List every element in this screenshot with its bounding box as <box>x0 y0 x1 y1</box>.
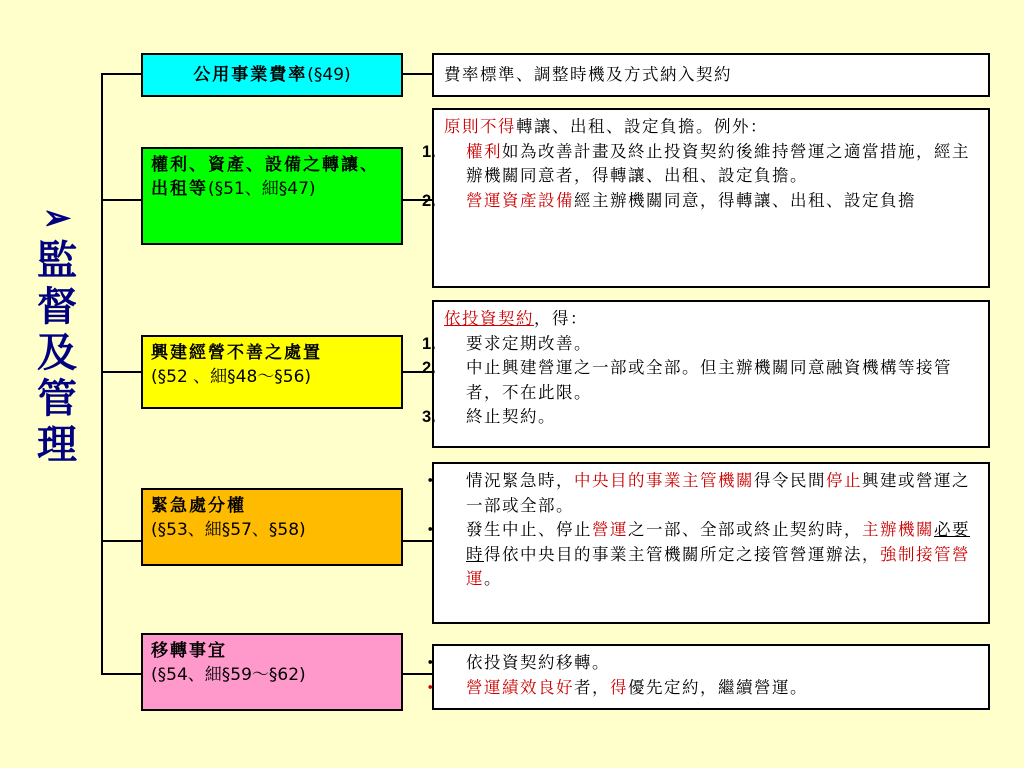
topic-label: 公用事業費率 <box>193 65 308 85</box>
topic-ref: (§51、細§47) <box>208 179 316 199</box>
item-number: 2. <box>422 359 436 377</box>
highlight-text: 營運資產設備 <box>466 190 574 210</box>
title-char: 管 <box>37 375 77 422</box>
topic-label: 興建經營不善之處置 <box>151 343 322 363</box>
topic-ref: (§52 、細§48～§56) <box>151 367 312 387</box>
highlight-text: 原則不得 <box>444 117 516 136</box>
topic-box-tariff <box>141 53 403 97</box>
detail-text: 得令民間 <box>754 471 826 490</box>
topic-box-transfer-lease <box>141 147 403 245</box>
item-number: 2. <box>422 191 436 210</box>
underlined-text: 必要時 <box>466 520 970 564</box>
topic-label: 緊急處分權 <box>151 496 246 516</box>
detail-text: 費率標準、調整時機及方式納入契約 <box>444 65 732 84</box>
topic-ref: (§53、細§57、§58) <box>151 520 306 540</box>
detail-text: 。 <box>484 569 502 588</box>
detail-text: 之一部、全部或終止契約時， <box>628 520 862 539</box>
detail-text: 如為改善計畫及終止投資契約後維持營運之適當措施，經主辦機關同意者，得轉讓、出租、設定負擔。 <box>466 141 970 185</box>
detail-box-tariff <box>432 53 990 97</box>
section-title <box>32 198 82 468</box>
detail-text: 中止興建營運之一部或全部。但主辦機關同意融資機構等接管者，不在此限。 <box>466 358 952 402</box>
topic-box-poor-operation <box>141 335 403 409</box>
detail-text: 經主辦機關同意，得轉讓、出租、設定負擔 <box>574 190 916 210</box>
item-number: 1. <box>422 334 436 353</box>
title-char: 及 <box>37 329 77 376</box>
detail-text: 情況緊急時， <box>466 471 574 490</box>
detail-box-poor-operation <box>422 300 990 448</box>
branch-line <box>101 540 141 542</box>
topic-label: 權利、資產、設備之轉讓、出租等 <box>151 155 379 199</box>
highlight-text: 主辦機關 <box>862 520 934 539</box>
highlight-text: 強制接管營運 <box>466 544 970 588</box>
highlight-text: 中央目的事業主管機關 <box>574 471 754 490</box>
highlight-text: 依投資契約 <box>444 309 534 328</box>
title-char: 理 <box>37 421 77 468</box>
detail-text: 得依中央目的事業主管機關所定之接管營運辦法， <box>484 544 880 564</box>
detail-text: 者， <box>574 677 610 697</box>
topic-ref: (§54、細§59～§62) <box>151 665 306 685</box>
highlight-text: 得 <box>610 677 628 697</box>
detail-box-transfer-lease <box>422 108 990 288</box>
detail-text: ，得： <box>534 309 588 328</box>
detail-text: 優先定約，繼續營運。 <box>628 677 808 697</box>
topic-label: 移轉事宜 <box>151 641 227 661</box>
topic-box-transfer <box>141 633 403 711</box>
detail-text: 轉讓、出租、設定負擔。例外： <box>516 117 768 136</box>
item-number: 1. <box>422 142 436 161</box>
branch-line <box>101 73 141 75</box>
highlight-text: 停止 <box>826 471 862 490</box>
topic-box-emergency <box>141 488 403 566</box>
detail-text: 要求定期改善。 <box>466 333 592 353</box>
detail-text: 發生中止、停止 <box>466 520 592 539</box>
detail-text: 依投資契約移轉。 <box>466 653 610 672</box>
arrow-bullet-icon: ➢ <box>42 198 72 238</box>
highlight-text: 營運 <box>592 520 628 539</box>
detail-box-transfer <box>422 644 990 710</box>
detail-box-emergency <box>422 462 990 624</box>
detail-text: 終止契約。 <box>466 407 556 426</box>
highlight-text: 營運績效良好 <box>466 677 574 697</box>
bullet-icon: ・ <box>422 521 439 539</box>
title-char: 監 <box>37 237 77 284</box>
branch-line <box>101 199 141 201</box>
branch-line <box>101 371 141 373</box>
highlight-text: 權利 <box>466 141 502 161</box>
link-line <box>402 73 432 75</box>
trunk-line <box>101 74 103 674</box>
item-number: 3. <box>422 408 436 426</box>
bullet-icon: ・ <box>422 678 439 697</box>
bullet-icon: ・ <box>422 654 439 672</box>
detail-text: 興建或營運之一部或全部。 <box>466 471 970 515</box>
title-char: 督 <box>37 283 77 330</box>
bullet-icon: ・ <box>422 472 439 490</box>
topic-ref: (§49) <box>307 65 351 85</box>
branch-line <box>101 673 141 675</box>
